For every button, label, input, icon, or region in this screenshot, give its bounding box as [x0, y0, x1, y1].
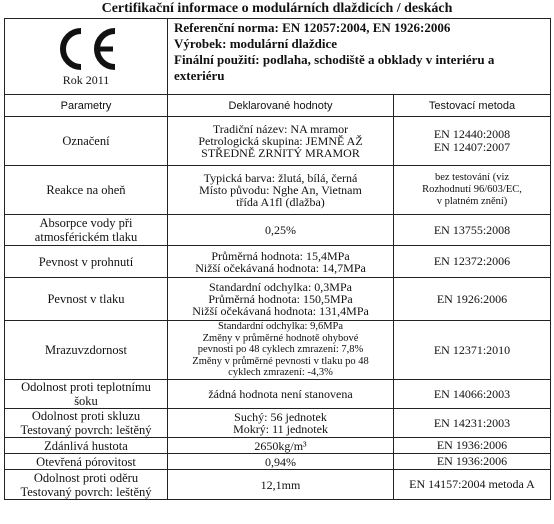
- param-cell: [5, 409, 168, 438]
- value-text: žádná hodnota není stanovena: [208, 387, 353, 401]
- method-text: EN 12372:2006: [433, 254, 511, 268]
- reference-standard: Referenční norma: EN 12057:2004, EN 1926:2006: [174, 20, 451, 35]
- param-text: atmosférickém tlaku: [34, 230, 138, 244]
- param-text: Testovaný povrch: leštěný: [20, 484, 152, 499]
- table-row-abrasion-resistance: [5, 470, 551, 500]
- method-cell: [394, 470, 551, 500]
- value-text: Nižší očekávaná hodnota: 131,4MPa: [192, 304, 369, 318]
- method-cell: [394, 380, 551, 409]
- param-text: Pevnost v tlaku: [47, 292, 125, 306]
- method-text: EN 14157:2004 metoda A: [409, 477, 535, 491]
- header-test-method: Testovací metoda: [394, 95, 551, 117]
- value-text: Typická barva: žlutá, bílá, černá: [203, 171, 358, 185]
- ce-logo-cell: [5, 19, 168, 95]
- value-text: Místo původu: Nghe An, Vietnam: [199, 183, 362, 197]
- param-text: Reakce na oheň: [46, 183, 126, 197]
- document-title: Certifikační informace o modulárních dlaždicích / deskách: [101, 1, 453, 16]
- param-cell: [5, 454, 168, 470]
- standard-info: [168, 19, 551, 95]
- method-text: EN 12440:2008: [433, 127, 511, 141]
- param-text: Absorpce vody při: [39, 216, 133, 230]
- value-text: Mokrý: 11 jednotek: [233, 422, 328, 436]
- param-cell: [5, 246, 168, 278]
- table-row-thermal-shock: [5, 380, 551, 409]
- table-row-apparent-density: [5, 438, 551, 454]
- certification-table: [4, 18, 551, 500]
- value-text: STŘEDNĚ ZRNITÝ MRAMOR: [201, 146, 360, 160]
- method-text: Rozhodnutí 96/603/EC,: [422, 184, 522, 195]
- method-text: EN 1936:2006: [436, 438, 508, 452]
- method-cell: [394, 215, 551, 246]
- header-info-row: [5, 19, 551, 95]
- value-text: Standardní odchylka: 0,3MPa: [209, 280, 352, 294]
- param-cell: [5, 278, 168, 321]
- value-text: 12,1mm: [260, 477, 301, 492]
- param-text: Odolnost proti skluzu: [31, 409, 141, 423]
- method-cell: [394, 278, 551, 321]
- value-text: třída A1fl (dlažba): [236, 195, 325, 209]
- method-text: EN 12371:2010: [433, 342, 511, 357]
- param-text: Mrazuvzdornost: [45, 343, 127, 357]
- ce-mark-icon: [53, 27, 119, 71]
- param-text: Pevnost v prohnutí: [38, 254, 134, 269]
- value-text: 0,25%: [265, 223, 296, 237]
- value-cell: [168, 438, 394, 454]
- param-text: Odolnost proti teplotnímu: [21, 380, 151, 394]
- value-text: cyklech zmrazení: -4,3%: [228, 367, 333, 379]
- method-cell: [394, 166, 551, 215]
- value-text: pevnosti po 48 cyklech zmrazení: 7,8%: [197, 344, 364, 356]
- table-row-frost-resistance: [5, 321, 551, 380]
- table-row-flexural-strength: [5, 246, 551, 278]
- table-row-compressive-strength: [5, 278, 551, 321]
- table-row-designation: [5, 117, 551, 166]
- value-cell: [168, 246, 394, 278]
- method-text: EN 1926:2006: [436, 291, 508, 306]
- value-text: 2650kg/m³: [254, 438, 307, 453]
- header-declared-values: Deklarované hodnoty: [168, 95, 394, 117]
- param-cell: [5, 117, 168, 166]
- param-cell: [5, 321, 168, 380]
- value-cell: [168, 278, 394, 321]
- method-cell: [394, 409, 551, 438]
- value-cell: [168, 409, 394, 438]
- method-text: EN 14066:2003: [433, 386, 511, 401]
- param-cell: [5, 215, 168, 246]
- final-use-continued: exteriéru: [174, 68, 225, 83]
- value-cell: [168, 470, 394, 500]
- column-header-row: [5, 95, 551, 117]
- method-cell: [394, 246, 551, 278]
- table-row-slip-resistance: [5, 409, 551, 438]
- value-cell: [168, 215, 394, 246]
- param-cell: [5, 380, 168, 409]
- value-text: Průměrná hodnota: 15,4MPa: [211, 248, 350, 263]
- method-text: EN 14231:2003: [433, 415, 511, 430]
- param-text: šoku: [74, 394, 98, 408]
- final-use: Finální použití: podlaha, schodiště a obklady v interiéru a: [174, 52, 495, 67]
- header-parameters: Parametry: [5, 95, 168, 117]
- method-text: bez testování (viz: [434, 172, 510, 183]
- value-text: Tradiční název: NA mramor: [212, 122, 349, 136]
- table-row-fire-reaction: [5, 166, 551, 215]
- value-text: Změny v průměrné pevnosti v tlaku po 48: [192, 355, 369, 367]
- table-row-open-porosity: [5, 454, 551, 470]
- method-cell: [394, 438, 551, 454]
- method-text: v platném znění): [436, 196, 508, 207]
- value-cell: [168, 454, 394, 470]
- year-label: Rok 2011: [62, 73, 110, 87]
- param-text: Testovaný povrch: leštěný: [20, 423, 152, 437]
- value-cell: [168, 380, 394, 409]
- value-text: Nižší očekávaná hodnota: 14,7MPa: [195, 260, 366, 275]
- value-text: Petrologická skupina: JEMNĚ AŽ: [198, 134, 363, 148]
- method-text: EN 13755:2008: [433, 222, 511, 237]
- value-cell: [168, 166, 394, 215]
- method-text: EN 12407:2007: [433, 140, 511, 154]
- value-text: Průměrná hodnota: 150,5MPa: [208, 292, 353, 306]
- value-text: Standardní odchylka: 9,6MPa: [217, 321, 344, 333]
- param-text: Označení: [62, 134, 110, 148]
- param-text: Zdánlivá hustota: [44, 438, 128, 453]
- method-cell: [394, 454, 551, 470]
- value-cell: [168, 321, 394, 380]
- param-cell: [5, 438, 168, 454]
- param-text: Odolnost proti oděru: [33, 470, 139, 485]
- param-cell: [5, 470, 168, 500]
- table-row-water-absorption: [5, 215, 551, 246]
- value-text: 0,94%: [265, 454, 296, 469]
- value-text: Suchý: 56 jednotek: [234, 410, 327, 424]
- method-text: EN 1936:2006: [436, 454, 508, 468]
- method-cell: [394, 321, 551, 380]
- product-name: Výrobek: modulární dlaždice: [174, 36, 337, 51]
- param-cell: [5, 166, 168, 215]
- value-text: Změny v průměrné hodnotě ohybové: [202, 332, 359, 344]
- param-text: Otevřená pórovitost: [36, 454, 136, 469]
- value-cell: [168, 117, 394, 166]
- method-cell: [394, 117, 551, 166]
